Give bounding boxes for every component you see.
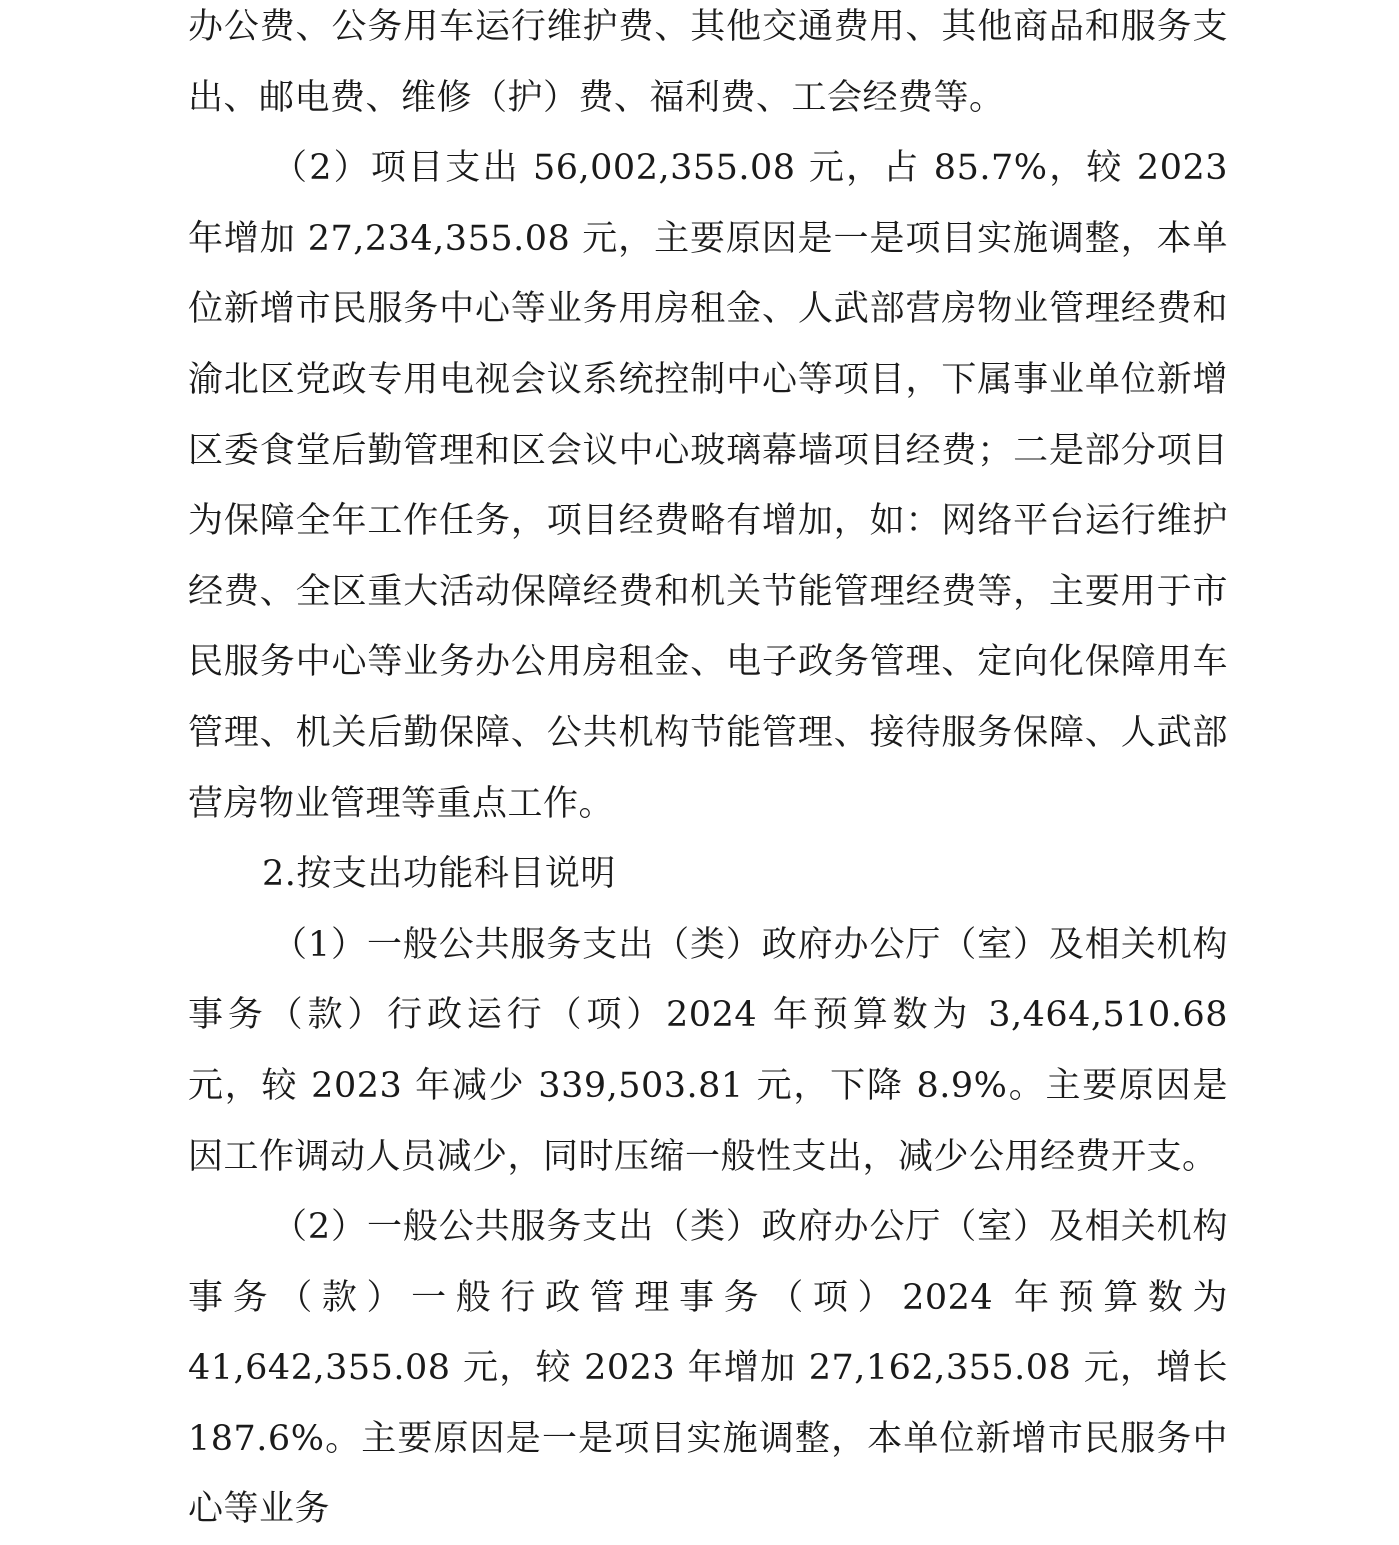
section-heading-functional-subjects: 2.按支出功能科目说明	[262, 854, 616, 895]
paragraph-expense-items: 办公费、公务用车运行维护费、其他交通费用、其他商品和服务支出、邮电费、维修（护）费、福利费、工会经费等。	[188, 7, 1228, 118]
paragraph-project-expenditure: （2）项目支出 56,002,355.08 元，占 85.7%，较 2023 年增加 27,234,355.08 元，主要原因是一是项目实施调整，本单位新增市民服务中心等业务用房租金、人武部营房物业管理经费和渝北区党政专用电视会议系统控制中心等项目，下属事业单位新增区委食堂后勤管理和区会议中心玻璃幕墙项目经费；二是部分项目为保障全年工作任务，项目经费略有增加，如：网络平台运行维护经费、全区重大活动保障经费和机关节能管理经费等，主要用于市民服务中心等业务办公用房租金、电子政务管理、定向化保障用车管理、机关后勤保障、公共机构节能管理、接待服务保障、人武部营房物业管理等重点工作。	[188, 148, 1228, 824]
paragraph-administrative-operation: （1）一般公共服务支出（类）政府办公厅（室）及相关机构事务（款）行政运行（项）2024 年预算数为 3,464,510.68 元，较 2023 年减少 339,503.81 元，下降 8.9%。主要原因是因工作调动人员减少，同时压缩一般性支出，减少公用经费开支。	[188, 924, 1228, 1177]
document-page	[188, 0, 1228, 1545]
paragraph-general-administrative-affairs: （2）一般公共服务支出（类）政府办公厅（室）及相关机构事务（款）一般行政管理事务（项）2024 年预算数为 41,642,355.08 元，较 2023 年增加 27,162,355.08 元，增长 187.6%。主要原因是一是项目实施调整，本单位新增市民服务中心等业务	[188, 1207, 1228, 1530]
